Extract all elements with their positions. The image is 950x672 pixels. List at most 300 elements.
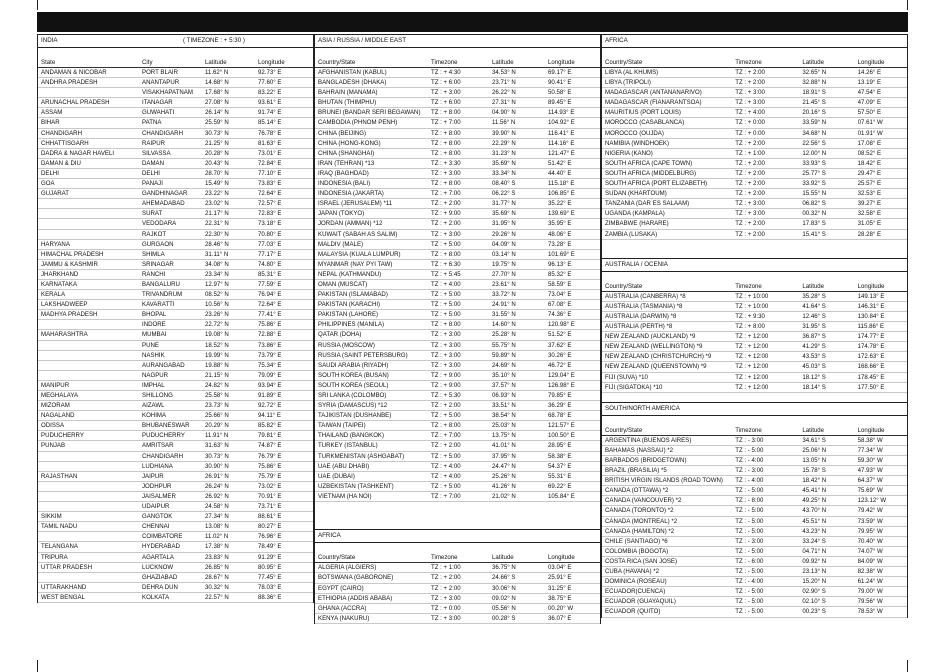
table-cell: 77.03° E xyxy=(258,240,282,248)
table-cell: 79.85° E xyxy=(548,392,572,399)
table-row xyxy=(315,139,600,149)
table-cell: ASSAM xyxy=(41,109,63,117)
table-cell: MYANMAR (NAY PYI TAW) xyxy=(318,260,393,268)
table-cell: MADAGASCAR (ANTANANARIVO) xyxy=(605,89,702,97)
table-cell: 31.63° N xyxy=(205,442,229,450)
table-cell: 28.28° E xyxy=(857,230,882,238)
table-cell: BRITISH VIRGIN ISLANDS (ROAD TOWN) xyxy=(605,477,723,485)
table-cell: JAISALMER xyxy=(142,492,176,500)
table-row xyxy=(315,492,600,502)
table-cell: 37.95° N xyxy=(492,452,516,460)
table-cell: 17.08° E xyxy=(857,139,882,147)
table-cell: 25.26° N xyxy=(492,472,516,480)
table-cell: MADAGASCAR (FIANARANTSOA) xyxy=(605,99,702,107)
table-cell xyxy=(41,492,142,501)
table-cell: 15.78° S xyxy=(802,467,826,475)
table-cell: 25.59° N xyxy=(205,119,229,127)
table-cell: 85.31° E xyxy=(258,270,282,278)
table-cell: RAJASTHAN xyxy=(41,472,78,480)
table-cell: NEW ZEALAND (QUEENSTOWN) *9 xyxy=(605,363,707,371)
table-cell: TZ : + 0:00 xyxy=(431,604,461,612)
table-row xyxy=(602,466,907,476)
table-row xyxy=(315,159,600,169)
table-cell: TZ : + 5:00 xyxy=(431,412,461,420)
table-cell xyxy=(41,320,142,329)
table-cell: TZ : + 4:00 xyxy=(431,280,461,288)
table-row xyxy=(38,593,313,603)
table-cell: INDONESIA (BALI) xyxy=(318,180,371,188)
table-cell: ZAMBIA (LUSAKA) xyxy=(605,230,658,238)
table-cell: TZ : + 4:30 xyxy=(431,69,461,76)
table-cell: 101.69° E xyxy=(548,250,575,258)
table-cell: 67.08° E xyxy=(548,301,572,309)
table-cell: SHILLONG xyxy=(142,392,173,399)
table-cell: TAJIKISTAN (DUSHANBE) xyxy=(318,412,392,420)
table-cell: 50.58° E xyxy=(548,89,572,97)
table-cell: 91.29° E xyxy=(258,553,282,561)
table-cell: TZ : + 2:00 xyxy=(431,220,461,228)
table-cell: 85.32° E xyxy=(548,270,572,278)
table-cell: 73.71° E xyxy=(258,503,282,511)
table-row xyxy=(602,607,907,617)
header-cell: Latitude xyxy=(492,59,514,66)
table-row xyxy=(315,270,600,280)
table-cell: 33.93° S xyxy=(802,159,826,167)
table-cell: COLOMBIA (BOGOTA) xyxy=(605,547,669,555)
table-cell: BIHAR xyxy=(41,119,60,127)
table-cell: TZ : + 8:00 xyxy=(431,109,461,117)
table-cell: NEW ZEALAND (WELLINGTON) *9 xyxy=(605,343,703,351)
table-cell: 130.84° E xyxy=(857,312,885,320)
table-cell: 18.52° N xyxy=(205,341,229,349)
table-cell: UZBEKISTAN (TASHKENT) xyxy=(318,482,394,490)
table-cell: UDAIPUR xyxy=(142,503,170,511)
table-cell: 33.24° S xyxy=(802,537,826,545)
table-cell: NAGPUR xyxy=(142,371,169,379)
table-cell: 20.16° S xyxy=(802,109,826,117)
table-row xyxy=(38,371,313,381)
header-cell: Timezone xyxy=(431,554,458,562)
table-cell: 00.32° N xyxy=(802,210,827,218)
table-cell: IRAN (TEHRAN) *13 xyxy=(318,159,375,167)
table-cell: 123.12° W xyxy=(857,497,887,505)
table-cell: 24.91° N xyxy=(492,301,516,309)
table-cell: NAMIBIA (WINDHOEK) xyxy=(605,139,669,147)
table-cell: HIMACHAL PRADESH xyxy=(41,250,104,258)
table-row xyxy=(315,452,600,462)
table-row xyxy=(38,179,313,189)
table-cell: TZ : + 5:45 xyxy=(431,270,461,278)
table-row xyxy=(38,462,313,472)
table-row xyxy=(315,472,600,482)
table-cell: TZ : + 12:00 xyxy=(735,343,769,351)
table-row xyxy=(315,280,600,290)
table-cell: AUSTRALIA (PERTH) *8 xyxy=(605,323,673,331)
table-cell: PAKISTAN (LAHORE) xyxy=(318,311,379,319)
table-row xyxy=(38,230,313,240)
table-cell: 78.49° E xyxy=(258,543,282,551)
table-cell: 51.52° E xyxy=(548,331,572,339)
table-cell: TAIWAN (TAIPEI) xyxy=(318,422,366,430)
table-cell: TZ : + 2:00 xyxy=(735,69,765,76)
table-cell: ALGERIA (ALGIERS) xyxy=(318,564,377,572)
table-cell: 74.07° W xyxy=(857,547,883,555)
table-row xyxy=(602,292,907,302)
table-cell: AFGHANISTAN (KABUL) xyxy=(318,69,387,76)
table-row xyxy=(38,553,313,563)
table-cell: 27.70° N xyxy=(492,270,516,278)
table-cell: 23.83° N xyxy=(205,553,229,561)
table-cell: 76.96° E xyxy=(258,533,282,541)
table-cell: TZ : + 3:00 xyxy=(735,200,765,208)
table-cell: 22.72° N xyxy=(205,321,229,329)
table-row xyxy=(602,179,907,189)
table-cell: 115.86° E xyxy=(857,323,885,331)
table-row xyxy=(38,270,313,280)
table-cell: TZ : + 3:30 xyxy=(431,159,461,167)
table-cell: JAIPUR xyxy=(142,472,164,480)
table-cell: 69.22° E xyxy=(548,482,572,490)
table-row xyxy=(315,219,600,229)
section-title: AUSTRALIA / OCENIA xyxy=(605,260,668,268)
table-cell: QATAR (DOHA) xyxy=(318,331,362,339)
table-cell: TANZANIA (DAR ES SALAAM) xyxy=(605,200,690,208)
table-row xyxy=(315,401,600,411)
table-row xyxy=(38,502,313,512)
table-cell: TZ : - 5:00 xyxy=(735,507,764,515)
table-row xyxy=(38,310,313,320)
table-row xyxy=(38,441,313,451)
table-row xyxy=(38,472,313,482)
table-cell: 93.61° E xyxy=(258,99,282,107)
table-cell: 104.92° E xyxy=(548,119,575,127)
table-cell: RUSSIA (SAINT PETERSBURG) xyxy=(318,351,408,359)
table-cell: COIMBATORE xyxy=(142,533,183,541)
table-cell: MAURITIUS (PORT LOUIS) xyxy=(605,109,681,117)
table-row xyxy=(602,230,907,240)
table-cell: TZ : + 3:00 xyxy=(735,99,765,107)
table-cell: 48.06° E xyxy=(548,230,572,238)
table-cell: TZ : + 2:00 xyxy=(431,584,461,592)
table-row xyxy=(315,260,600,270)
table-cell: KENYA (NAKURU) xyxy=(318,614,370,622)
table-cell: 03.04° E xyxy=(548,564,572,572)
table-cell: 37.62° E xyxy=(548,341,572,349)
table-cell: 91.74° E xyxy=(258,109,282,117)
world-column xyxy=(601,34,908,618)
table-cell: 146.31° E xyxy=(857,302,885,310)
table-row xyxy=(315,230,600,240)
section-title: AFRICA xyxy=(605,37,628,44)
table-row xyxy=(602,139,907,149)
table-cell: 21.15° N xyxy=(205,371,229,379)
table-cell: ANDAMAN & NICOBAR xyxy=(41,69,107,76)
section-header-asia xyxy=(315,34,600,48)
table-cell: TZ : + 2:00 xyxy=(735,159,765,167)
table-row xyxy=(38,542,313,552)
table-row xyxy=(38,532,313,542)
table-cell: ANANTAPUR xyxy=(142,79,180,87)
table-cell: 32.53° E xyxy=(857,190,882,198)
table-row xyxy=(38,240,313,250)
table-cell: 70.91° E xyxy=(258,492,282,500)
table-row xyxy=(315,431,600,441)
table-cell: PUDUCHERRY xyxy=(142,432,185,440)
table-cell: AGARTALA xyxy=(142,553,174,561)
table-cell: SOUTH KOREA (BUSAN) xyxy=(318,371,389,379)
table-cell: MIZORAM xyxy=(41,402,70,410)
table-cell: CHANDIGARH xyxy=(142,452,183,460)
table-cell: 22.56° S xyxy=(802,139,826,147)
table-cell: ZIMBABWE (HARARE) xyxy=(605,220,669,228)
table-cell: TZ : - 5:00 xyxy=(735,598,764,606)
table-row xyxy=(602,567,907,577)
table-cell: 13.08° N xyxy=(205,523,229,531)
table-cell: TRIVANDRUM xyxy=(142,291,183,299)
table-row xyxy=(38,68,313,78)
table-cell: TZ : + 1:00 xyxy=(431,564,461,572)
table-cell: 26.92° N xyxy=(205,492,229,500)
table-cell: CUBA (HAVANA) *2 xyxy=(605,568,659,576)
table-cell: TZ : + 2:00 xyxy=(735,190,765,198)
table-row xyxy=(38,431,313,441)
table-cell: 129.04° E xyxy=(548,371,575,379)
table-cell: 84.09° W xyxy=(857,557,883,565)
table-cell: 178.45° E xyxy=(857,373,885,381)
table-row xyxy=(602,547,907,557)
table-cell xyxy=(41,452,142,461)
table-cell: 76.78° E xyxy=(258,129,282,137)
table-cell: TZ : - 5:00 xyxy=(735,588,764,596)
table-cell: BRAZIL (BRASILIA) *5 xyxy=(605,467,667,475)
table-cell: 24.47° N xyxy=(492,462,516,470)
table-row xyxy=(602,456,907,466)
table-cell: 30.32° N xyxy=(205,583,229,591)
table-cell: TZ : + 3:00 xyxy=(735,210,765,218)
table-row xyxy=(602,373,907,383)
table-cell: BANGLADESH (DHAKA) xyxy=(318,79,387,87)
header-cell: Country/State xyxy=(605,426,643,434)
table-cell: 126.98° E xyxy=(548,381,575,389)
table-cell xyxy=(41,199,142,208)
table-cell: 14.68° N xyxy=(205,79,229,87)
table-row xyxy=(38,88,313,98)
table-cell: 41.64° S xyxy=(802,302,826,310)
table-cell: 09.02° N xyxy=(492,594,516,602)
table-cell: TZ : - 5:00 xyxy=(735,527,764,535)
table-cell: 06.93° N xyxy=(492,392,516,399)
table-cell xyxy=(41,230,142,239)
table-cell: 79.09° E xyxy=(258,371,282,379)
table-cell: TZ : + 5:00 xyxy=(431,311,461,319)
table-cell: TZ : - 5:00 xyxy=(735,568,764,576)
table-cell: TZ : + 7:00 xyxy=(431,492,461,500)
table-cell: 94.11° E xyxy=(258,412,281,420)
table-cell: 85.82° E xyxy=(258,422,282,430)
table-row xyxy=(315,341,600,351)
table-cell: TZ : - 5:00 xyxy=(735,547,764,555)
table-row xyxy=(38,421,313,431)
table-row xyxy=(38,129,313,139)
section-header-america xyxy=(602,402,907,416)
table-cell: CHENNAI xyxy=(142,523,170,531)
table-row xyxy=(315,149,600,159)
table-cell: 38.75° E xyxy=(548,594,572,602)
table-row xyxy=(315,320,600,330)
table-cell: BARBADOS (BRIDGETOWN) xyxy=(605,457,687,464)
table-row xyxy=(38,391,313,401)
table-cell: 21.45° S xyxy=(802,99,826,107)
section-title: INDIA xyxy=(41,37,58,44)
table-cell: 23.61° N xyxy=(492,280,516,288)
table-cell: 07.61° W xyxy=(857,119,883,127)
table-cell: 19.99° N xyxy=(205,351,229,359)
table-cell: CHINA (SHANGHAI) xyxy=(318,149,375,157)
table-row xyxy=(602,322,907,332)
table-cell: TZ : + 9:00 xyxy=(431,371,461,379)
table-cell: 49.25° N xyxy=(802,497,827,505)
table-cell: 34.08° N xyxy=(205,260,229,268)
table-cell: NEW ZEALAND (CHRISTCHURCH) *9 xyxy=(605,353,712,361)
table-row xyxy=(38,341,313,351)
table-cell: CHANDIGARH xyxy=(41,129,82,137)
table-cell: TZ : + 7:00 xyxy=(431,119,461,127)
table-cell: MALDIV (MALE) xyxy=(318,240,364,248)
table-cell: MUMBAI xyxy=(142,331,167,339)
table-cell: TZ : - 3:00 xyxy=(735,467,764,475)
timezone-note: ( TIMEZONE : + 5:30 ) xyxy=(183,37,245,44)
table-row xyxy=(315,361,600,371)
header-cell: City xyxy=(142,59,153,66)
table-row xyxy=(602,118,907,128)
crop-mark xyxy=(37,660,38,672)
table-cell: 26.85° N xyxy=(205,563,229,571)
table-row xyxy=(315,310,600,320)
table-cell: 37.57° N xyxy=(492,381,516,389)
table-row xyxy=(315,371,600,381)
table-cell: TZ : + 4:00 xyxy=(431,462,461,470)
table-cell: VEDODARA xyxy=(142,220,177,228)
table-row xyxy=(602,557,907,567)
asia-table-body xyxy=(315,68,600,502)
table-row xyxy=(602,169,907,179)
table-cell xyxy=(41,573,142,582)
table-cell: 73.79° E xyxy=(258,351,282,359)
table-cell: COSTA RICA (SAN JOSE) xyxy=(605,557,678,565)
section-title: AFRICA xyxy=(318,532,341,540)
table-cell: 75.34° E xyxy=(258,361,282,369)
header-cell: Latitude xyxy=(492,554,514,562)
table-cell: ARGENTINA (BUENOS AIRES) xyxy=(605,436,692,444)
table-cell: CHILE (SANTIAGO) *6 xyxy=(605,537,668,545)
table-row xyxy=(602,352,907,362)
table-cell: BAHRAIN (MANAMA) xyxy=(318,89,378,97)
table-cell: SURAT xyxy=(142,210,163,218)
table-cell: TZ : + 1:00 xyxy=(735,149,765,157)
table-cell: 116.41° E xyxy=(548,129,575,137)
table-row xyxy=(602,446,907,456)
table-cell: PANAJI xyxy=(142,180,163,188)
table-cell: 23.02° N xyxy=(205,200,229,208)
table-cell: 33.59° N xyxy=(802,119,827,127)
table-row xyxy=(38,290,313,300)
table-cell: NEPAL (KATHMANDU) xyxy=(318,270,382,278)
table-cell: 14.26° E xyxy=(857,69,882,76)
table-cell: 11.62° N xyxy=(205,69,229,76)
table-cell: TZ : + 9:30 xyxy=(735,312,765,320)
table-row xyxy=(38,209,313,219)
table-cell: TZ : + 0:00 xyxy=(735,129,765,137)
table-cell: 88.36° E xyxy=(258,593,282,601)
table-cell: MOROCCO (OUJDA) xyxy=(605,129,664,137)
table-cell: 177.50° E xyxy=(857,383,885,391)
table-row xyxy=(315,129,600,139)
table-cell: PUNJAB xyxy=(41,442,66,450)
table-cell: 28.95° E xyxy=(548,442,572,450)
table-cell: 19.08° N xyxy=(205,331,229,339)
table-cell: CANADA (OTTAWA) *2 xyxy=(605,487,669,495)
table-cell: 31.95° S xyxy=(802,323,826,331)
table-cell: ITANAGAR xyxy=(142,99,173,107)
header-cell: Latitude xyxy=(802,426,825,434)
table-cell: 78.53° W xyxy=(857,608,883,616)
header-cell: Longitude xyxy=(857,59,885,66)
table-row xyxy=(38,260,313,270)
table-cell: 77.10° E xyxy=(258,169,282,177)
table-row xyxy=(602,129,907,139)
table-cell: 30.73° N xyxy=(205,129,229,137)
table-row xyxy=(602,436,907,446)
table-row xyxy=(602,199,907,209)
table-row xyxy=(315,88,600,98)
table-row xyxy=(602,496,907,506)
table-cell: 15.20° N xyxy=(802,578,827,586)
table-cell: 174.78° E xyxy=(857,343,885,351)
table-cell: VISAKHAPATNAM xyxy=(142,89,193,97)
table-row xyxy=(602,577,907,587)
table-cell: 120.98° E xyxy=(548,321,575,329)
table-cell: 45.41° N xyxy=(802,487,827,495)
section-header-india xyxy=(38,34,313,48)
table-row xyxy=(602,383,907,393)
table-header xyxy=(315,553,600,563)
table-cell: 72.88° E xyxy=(258,331,282,339)
table-cell: 88.61° E xyxy=(258,513,282,521)
table-cell: SILVASSA xyxy=(142,149,171,157)
table-row xyxy=(315,98,600,108)
table-cell: 58.38° E xyxy=(548,452,572,460)
table-cell: GANDHINAGAR xyxy=(142,190,188,198)
table-cell: PORT BLAIR xyxy=(142,69,179,76)
table-cell: LUDHIANA xyxy=(142,462,173,470)
table-cell: TZ : + 9:00 xyxy=(431,381,461,389)
table-row xyxy=(38,199,313,209)
table-row xyxy=(602,189,907,199)
table-cell: 31.05° E xyxy=(857,220,882,228)
table-cell xyxy=(41,371,142,380)
section-header-australia xyxy=(602,258,907,272)
america-table-body xyxy=(602,436,907,618)
table-cell: 79.42° W xyxy=(857,507,883,515)
table-cell: 35.22° E xyxy=(548,200,572,208)
table-cell: 47.93° W xyxy=(857,467,883,475)
table-cell: SAUDI ARABIA (RIYADH) xyxy=(318,361,389,369)
table-cell: 21.25° N xyxy=(205,139,229,147)
header-cell: Latitude xyxy=(802,282,825,290)
table-cell: SOUTH AFRICA (PORT ELIZABETH) xyxy=(605,180,708,188)
table-row xyxy=(602,98,907,108)
table-cell: 55.31° E xyxy=(548,472,572,480)
